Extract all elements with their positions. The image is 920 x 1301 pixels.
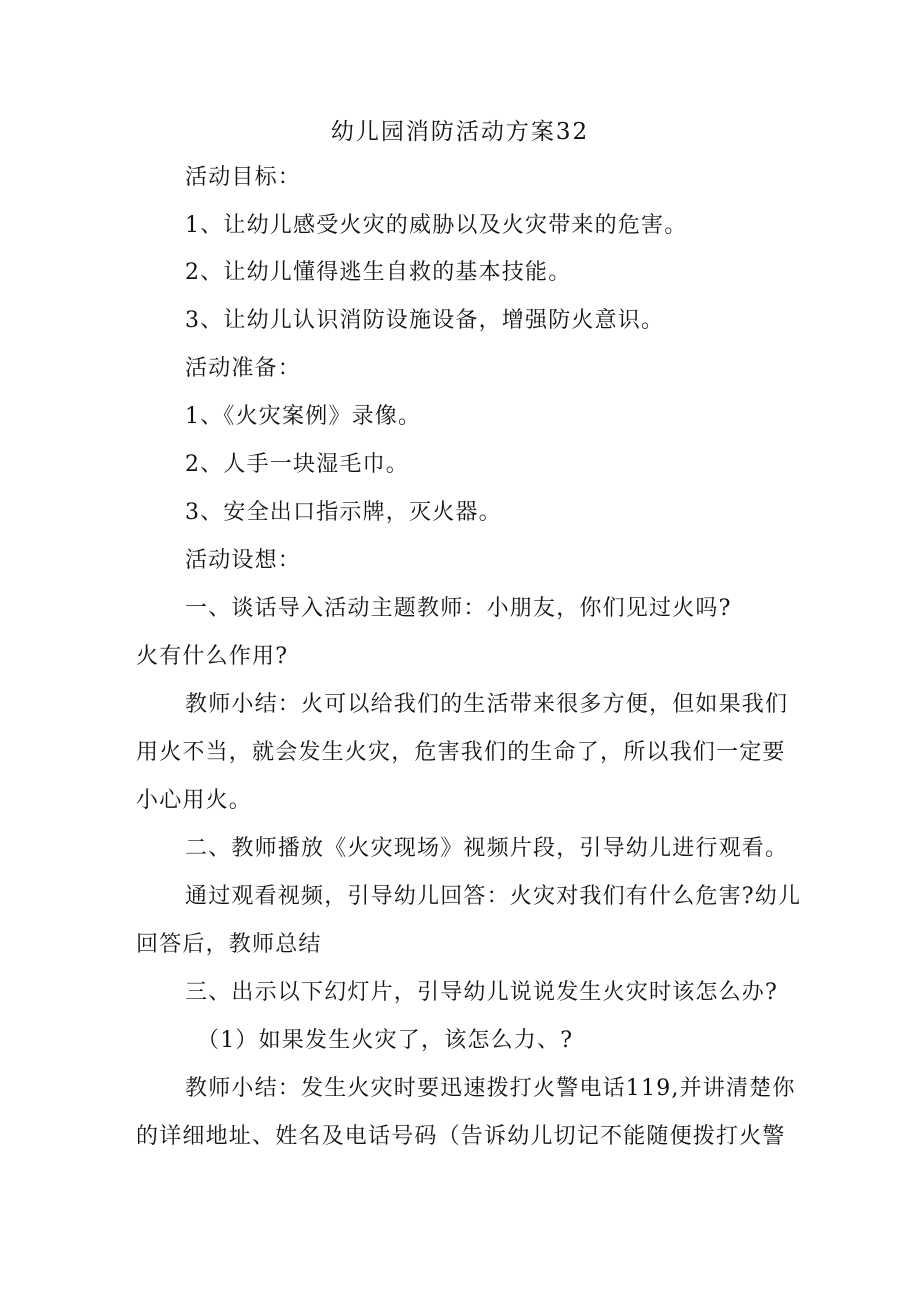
paragraph-line: 1、《火灾案例》录像。: [185, 404, 422, 429]
paragraph-line: 的详细地址、姓名及电话号码（告诉幼儿切记不能随便拨打火警: [136, 1124, 786, 1149]
paragraph-line: 2、人手一块湿毛巾。: [185, 452, 409, 477]
paragraph-line: 一、谈话导入活动主题教师：小朋友，你们见过火吗?: [185, 596, 732, 621]
paragraph-line: 3、让幼儿认识消防设施设备，增强防火意识。: [185, 308, 665, 333]
document-title: 幼儿园消防活动方案32: [330, 119, 590, 145]
section-heading-goals: 活动目标：: [185, 165, 302, 190]
paragraph-line: 通过观看视频，引导幼儿回答：火灾对我们有什么危害?幼儿: [185, 884, 802, 909]
section-heading-preparation: 活动准备：: [185, 356, 302, 381]
paragraph-line: 3、安全出口指示牌，灭火器。: [185, 500, 502, 525]
paragraph-line: 1、让幼儿感受火灾的威胁以及火灾带来的危害。: [185, 213, 688, 238]
paragraph-line: 用火不当，就会发生火灾，危害我们的生命了，所以我们一定要: [136, 740, 786, 765]
paragraph-line: 2、让幼儿懂得逃生自救的基本技能。: [185, 260, 572, 285]
paragraph-line: 回答后，教师总结: [136, 932, 322, 957]
paragraph-line: 火有什么作用?: [136, 644, 289, 669]
paragraph-line: 教师小结：火可以给我们的生活带来很多方便，但如果我们: [185, 692, 789, 717]
paragraph-line: 教师小结：发生火灾时要迅速拨打火警电话119,并讲清楚你: [185, 1076, 796, 1101]
paragraph-line: （1）如果发生火灾了，该怎么力、?: [197, 1028, 574, 1053]
section-heading-plan: 活动设想：: [185, 548, 302, 573]
paragraph-line: 三、出示以下幻灯片，引导幼儿说说发生火灾时该怎么办?: [185, 980, 778, 1005]
paragraph-line: 小心用火。: [136, 788, 253, 813]
paragraph-line: 二、教师播放《火灾现场》视频片段，引导幼儿进行观看。: [185, 836, 789, 861]
